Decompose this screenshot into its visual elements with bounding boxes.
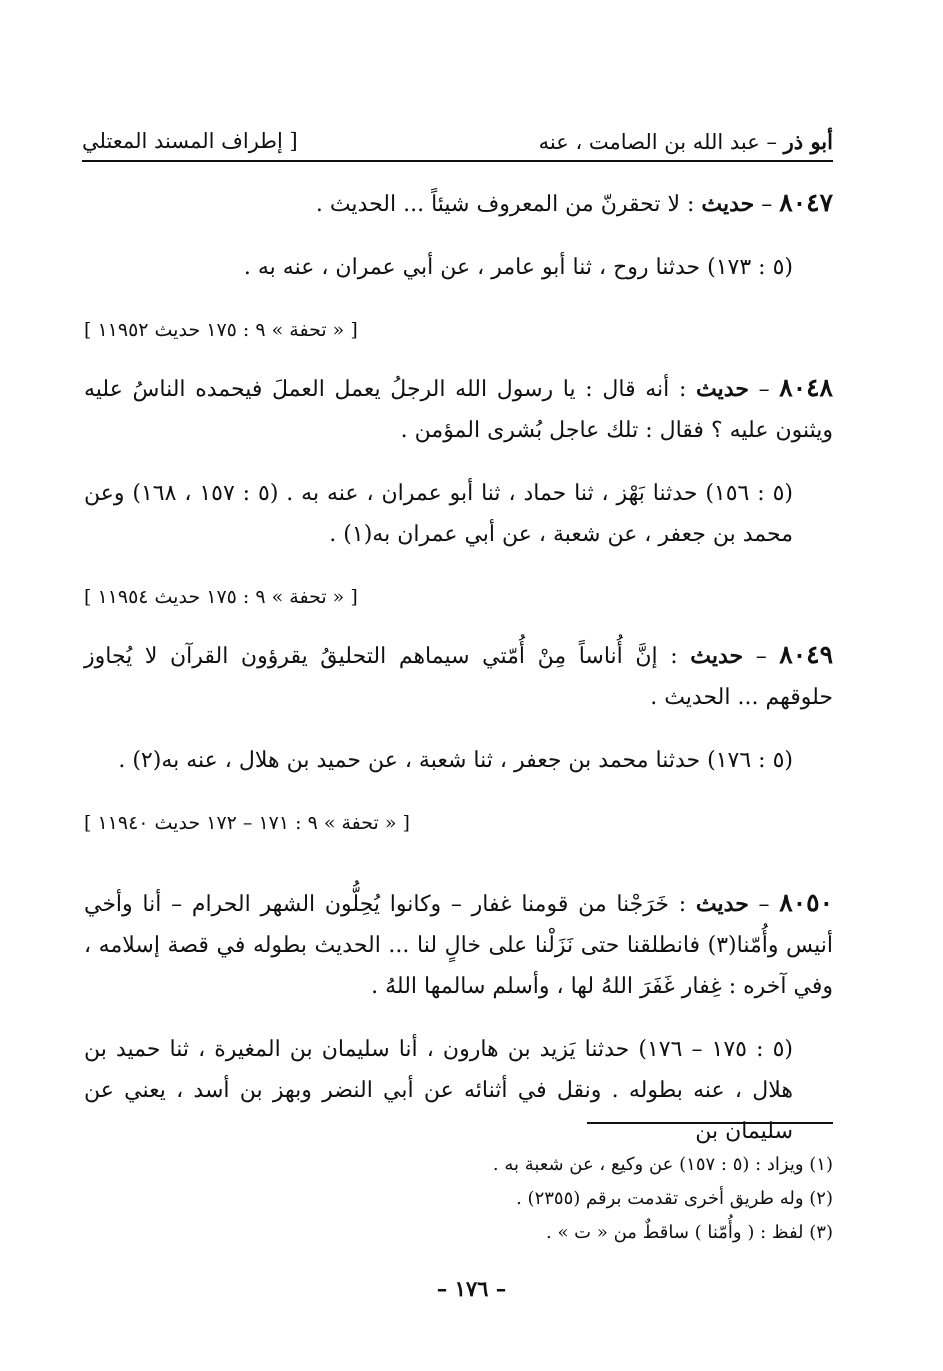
tuhfa-reference: [ « تحفة » ٩ : ١٧١ – ١٧٢ حديث ١١٩٤٠ ] xyxy=(84,812,410,834)
hadith-source: (٥ : ١٧٣) حدثنا روح ، ثنا أبو عامر ، عن أبي عمران ، عنه به . xyxy=(243,255,793,280)
header-right xyxy=(539,129,833,154)
footnote: (٣) لفظ : ( وأُمّنا ) ساقطٌ من « ت » . xyxy=(546,1222,833,1243)
hadith-dash: – xyxy=(743,644,780,669)
header-author: أبو ذر xyxy=(783,128,833,154)
hadith-text: : خَرَجْنا من قومنا غفار – وكانوا يُحِلُّون الشهر الحرام – أنا وأخي أنيس وأُمّنا(٣) فانطلقنا حتى نَزَلْنا على خالٍ لنا ... الحديث بطوله في قصة إسلامه ، وفي آخره : غِفار غَفَرَ اللهُ لها ، وأسلم سالمها اللهُ . xyxy=(84,892,833,999)
hadith-text: : إنَّ أُناساً مِنْ أُمّتي سيماهم التحليقُ يقرؤون القرآن لا يُجاوز حلوقهم ... الحديث . xyxy=(84,644,833,710)
hadith-keyword: حديث xyxy=(690,643,744,669)
hadith-keyword: حديث xyxy=(695,891,749,917)
main-text xyxy=(84,182,833,1174)
footnotes xyxy=(300,1148,833,1250)
hadith-number: ٨٠٤٩ xyxy=(779,640,833,669)
hadith-dash: – xyxy=(748,377,780,402)
hadith-entry xyxy=(84,882,833,1007)
hadith-keyword: حديث xyxy=(701,191,755,217)
tuhfa-reference: [ « تحفة » ٩ : ١٧٥ حديث ١١٩٥٢ ] xyxy=(84,319,358,341)
hadith-number: ٨٠٤٧ xyxy=(779,188,833,217)
running-header xyxy=(82,122,833,162)
hadith-entry xyxy=(84,634,833,718)
page-number: – ١٧٦ – xyxy=(436,1276,507,1301)
hadith-text: : لا تحقرنّ من المعروف شيئاً ... الحديث . xyxy=(315,192,702,217)
hadith-dash: – xyxy=(748,892,780,917)
hadith-source: (٥ : ١٧٥ – ١٧٦) حدثنا يَزيد بن هارون ، أنا سليمان بن المغيرة ، ثنا حميد بن هلال ، عنه بطوله . ونقل في أثنائه عن أبي النضر وبهز بن أسد ، يعني عن سليمان بن xyxy=(84,1037,793,1144)
hadith-entry xyxy=(84,367,833,451)
header-book-title: [ إطراف المسند المعتلي xyxy=(82,129,298,153)
header-chapter: – عبد الله بن الصامت ، عنه xyxy=(538,129,784,154)
hadith-dash: – xyxy=(754,192,780,217)
hadith-text: : أنه قال : يا رسول الله الرجلُ يعمل العملَ فيحمده الناسُ عليه ويثنون عليه ؟ فقال : تلك عاجل بُشرى المؤمن . xyxy=(84,377,833,443)
hadith-source: (٥ : ١٥٦) حدثنا بَهْز ، ثنا حماد ، ثنا أبو عمران ، عنه به . (٥ : ١٥٧ ، ١٦٨) وعن محمد بن جعفر ، عن شعبة ، عن أبي عمران به(١) . xyxy=(84,481,793,547)
hadith-entry xyxy=(84,182,833,225)
hadith-keyword: حديث xyxy=(696,376,749,402)
footnote: (١) ويزاد : (٥ : ١٥٧) عن وكيع ، عن شعبة به . xyxy=(492,1154,833,1175)
tuhfa-reference: [ « تحفة » ٩ : ١٧٥ حديث ١١٩٥٤ ] xyxy=(84,586,358,608)
hadith-number: ٨٠٤٨ xyxy=(779,373,833,402)
spacer xyxy=(84,860,833,882)
hadith-number: ٨٠٥٠ xyxy=(779,888,833,917)
footnote: (٢) وله طريق أخرى تقدمت برقم (٢٣٥٥) . xyxy=(516,1188,833,1209)
hadith-source: (٥ : ١٧٦) حدثنا محمد بن جعفر ، ثنا شعبة ، عن حميد بن هلال ، عنه به(٢) . xyxy=(118,748,793,773)
footnote-divider xyxy=(587,1122,833,1124)
